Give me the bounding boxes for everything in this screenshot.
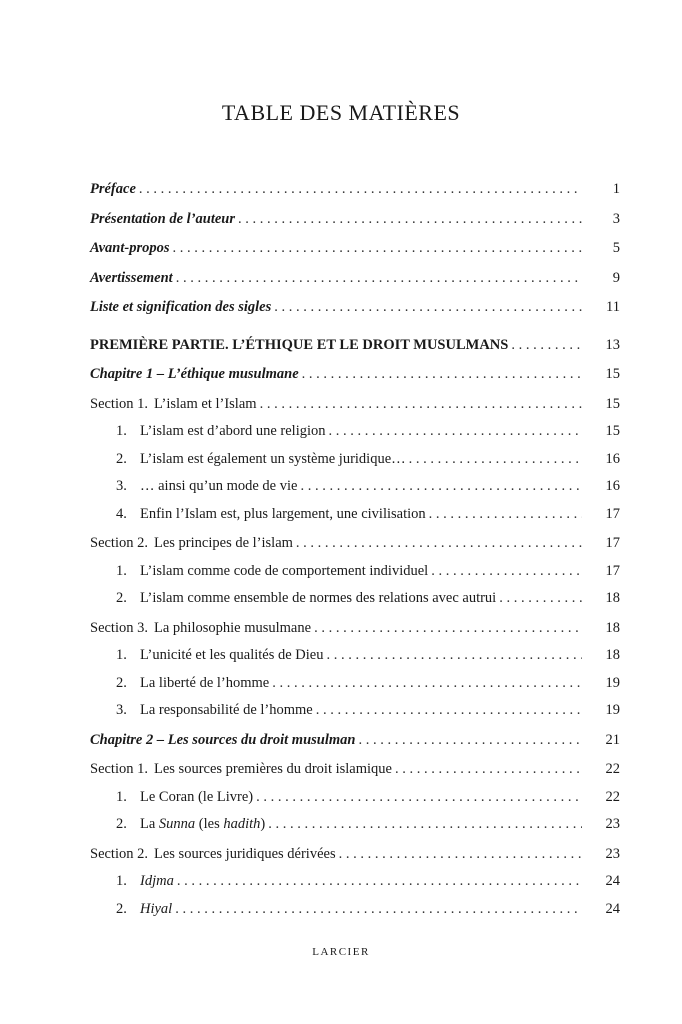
toc-page-number: 22 bbox=[605, 788, 620, 805]
toc-entry-preface[interactable] bbox=[90, 176, 620, 204]
leader-dots bbox=[274, 294, 582, 322]
toc-entry-chapter-1[interactable] bbox=[90, 361, 620, 389]
toc-entry-label: Préface bbox=[90, 181, 136, 197]
toc-entry-label-italic: hadith bbox=[223, 816, 261, 832]
toc-entry-ch2-section-2[interactable] bbox=[90, 841, 620, 869]
toc-entry-label: Avant-propos bbox=[90, 240, 170, 256]
publisher-footer: LARCIER bbox=[312, 946, 370, 958]
toc-section-number: Section 1. bbox=[90, 395, 148, 412]
toc-entry-label-part: (les bbox=[195, 816, 224, 832]
leader-dots bbox=[314, 615, 582, 643]
toc-page-number: 18 bbox=[605, 647, 620, 663]
leader-dots bbox=[173, 235, 583, 263]
toc-item-number: 4. bbox=[116, 505, 127, 522]
toc-entry-label: L’islam est également un système juridique… bbox=[140, 450, 406, 467]
toc-page-number: 11 bbox=[606, 299, 620, 315]
toc-entry-ch1-s2-item-2[interactable] bbox=[90, 585, 620, 613]
leader-dots bbox=[176, 265, 582, 293]
toc-item-number: 1. bbox=[116, 788, 127, 805]
toc-item-number: 1. bbox=[116, 647, 127, 663]
leader-dots bbox=[296, 530, 582, 558]
toc-entry-sigles[interactable] bbox=[90, 294, 620, 322]
leader-dots bbox=[302, 361, 582, 389]
leader-dots bbox=[511, 332, 582, 360]
toc-entry-ch1-s1-item-4[interactable] bbox=[90, 501, 620, 529]
leader-dots bbox=[177, 868, 582, 896]
toc-entry-label: Les principes de l’islam bbox=[154, 535, 293, 551]
toc-entry-label: La responsabilité de l’homme bbox=[140, 702, 313, 718]
toc-entry-ch2-s1-item-2[interactable] bbox=[90, 811, 620, 839]
toc-page-number: 9 bbox=[612, 269, 620, 286]
toc-entry-ch1-s3-item-2[interactable] bbox=[90, 670, 620, 698]
toc-item-number: 2. bbox=[116, 900, 127, 917]
toc-page-number: 15 bbox=[605, 366, 620, 382]
toc-entry-label: … ainsi qu’un mode de vie bbox=[140, 478, 298, 494]
toc-page-number: 15 bbox=[605, 423, 620, 439]
toc-page-number: 16 bbox=[605, 450, 620, 467]
toc-entry-ch1-section-3[interactable] bbox=[90, 615, 620, 643]
toc-entry-label: Présentation de l’auteur bbox=[90, 210, 236, 227]
leader-dots bbox=[260, 391, 582, 419]
leader-dots bbox=[238, 206, 582, 234]
toc-entry-label-part: La bbox=[140, 816, 159, 832]
toc-page-number: 24 bbox=[605, 873, 620, 889]
leader-dots bbox=[431, 558, 582, 586]
toc-entry-part-1[interactable] bbox=[90, 332, 620, 360]
toc-page-number: 1 bbox=[612, 181, 620, 197]
toc-item-number: 1. bbox=[116, 562, 127, 579]
leader-dots bbox=[329, 418, 582, 446]
toc-page-number: 18 bbox=[605, 590, 620, 606]
toc-item-number: 1. bbox=[116, 873, 127, 889]
toc-page-number: 16 bbox=[605, 478, 620, 494]
leader-dots bbox=[409, 446, 582, 474]
toc-entry-avertissement[interactable] bbox=[90, 265, 620, 293]
toc-entry-chapter-2[interactable] bbox=[90, 727, 620, 755]
leader-dots bbox=[358, 727, 582, 755]
toc-entry-label: L’unicité et les qualités de Dieu bbox=[140, 647, 324, 663]
toc-entry-label: L’islam est d’abord une religion bbox=[140, 423, 326, 439]
toc-entry-ch2-section-1[interactable] bbox=[90, 756, 620, 784]
toc-section-number: Section 1. bbox=[90, 761, 148, 777]
toc-entry-label: Le Coran (le Livre) bbox=[140, 788, 254, 805]
toc-page-number: 15 bbox=[605, 395, 620, 412]
toc-entry-label-italic: Sunna bbox=[158, 816, 196, 832]
toc-page-number: 17 bbox=[605, 535, 620, 551]
page-title: TABLE DES MATIÈRES bbox=[221, 100, 461, 125]
toc-entry-label-part: ) bbox=[260, 816, 266, 832]
toc-entry-label: PREMIÈRE PARTIE. L’ÉTHIQUE ET LE DROIT MUSULMANS bbox=[90, 336, 509, 353]
leader-dots bbox=[256, 784, 582, 812]
toc-item-number: 2. bbox=[116, 450, 127, 467]
toc-entry-ch1-s3-item-3[interactable] bbox=[90, 697, 620, 725]
toc-entry-ch1-s3-item-1[interactable] bbox=[90, 642, 620, 670]
toc-section-number: Section 3. bbox=[90, 619, 148, 636]
toc-page-number: 23 bbox=[605, 816, 620, 832]
leader-dots bbox=[272, 670, 582, 698]
toc-entry-label: Idjma bbox=[140, 873, 174, 889]
toc-entry-ch1-section-2[interactable] bbox=[90, 530, 620, 558]
toc-page-number: 18 bbox=[605, 619, 620, 636]
toc-section-number: Section 2. bbox=[90, 845, 148, 862]
toc-entry-ch2-s1-item-1[interactable] bbox=[90, 784, 620, 812]
toc-item-number: 2. bbox=[116, 816, 127, 832]
toc-page-number: 3 bbox=[612, 210, 620, 227]
toc-entry-label: La liberté de l’homme bbox=[140, 674, 270, 691]
toc-section-number: Section 2. bbox=[90, 535, 148, 551]
toc-item-number: 3. bbox=[116, 702, 127, 718]
toc-entry-label: Hiyal bbox=[140, 900, 173, 917]
toc-entry-ch1-s1-item-3[interactable] bbox=[90, 473, 620, 501]
toc-entry-ch1-s2-item-1[interactable] bbox=[90, 558, 620, 586]
leader-dots bbox=[499, 585, 582, 613]
toc-entry-ch2-s2-item-1[interactable] bbox=[90, 868, 620, 896]
toc-page-number: 24 bbox=[605, 900, 620, 917]
leader-dots bbox=[326, 642, 582, 670]
toc-entry-label: L’islam comme ensemble de normes des relations avec autrui bbox=[140, 590, 497, 606]
toc-page-number: 19 bbox=[605, 674, 620, 691]
toc-entry-label: Les sources juridiques dérivées bbox=[154, 845, 336, 862]
toc-item-number: 3. bbox=[116, 478, 127, 494]
toc-page-number: 21 bbox=[605, 731, 620, 748]
leader-dots bbox=[139, 176, 582, 204]
toc-entry-label: Les sources premières du droit islamique bbox=[154, 761, 392, 777]
leader-dots bbox=[429, 501, 582, 529]
toc-entry-label: Chapitre 2 – Les sources du droit musulman bbox=[90, 731, 356, 748]
toc-entry-avant-propos[interactable] bbox=[90, 235, 620, 263]
leader-dots bbox=[395, 756, 582, 784]
leader-dots bbox=[268, 811, 582, 839]
toc-entry-presentation[interactable] bbox=[90, 206, 620, 234]
toc-entry-ch2-s2-item-2[interactable] bbox=[90, 896, 620, 924]
leader-dots bbox=[316, 697, 582, 725]
toc-page-number: 5 bbox=[612, 240, 620, 256]
table-of-contents bbox=[90, 176, 620, 923]
toc-entry-label: Enfin l’Islam est, plus largement, une civilisation bbox=[140, 505, 426, 522]
toc-item-number: 2. bbox=[116, 590, 127, 606]
toc-page-number: 17 bbox=[605, 505, 620, 522]
toc-entry-label: L’islam comme code de comportement individuel bbox=[140, 562, 429, 579]
toc-entry-ch1-s1-item-2[interactable] bbox=[90, 446, 620, 474]
toc-page-number: 13 bbox=[605, 336, 620, 353]
toc-entry-label: Avertissement bbox=[90, 269, 173, 286]
toc-page-number: 22 bbox=[605, 761, 620, 777]
toc-entry-label: Liste et signification des sigles bbox=[90, 299, 272, 315]
toc-entry-ch1-s1-item-1[interactable] bbox=[90, 418, 620, 446]
leader-dots bbox=[300, 473, 582, 501]
toc-page-number: 23 bbox=[605, 845, 620, 862]
toc-item-number: 2. bbox=[116, 674, 127, 691]
toc-entry-ch1-section-1[interactable] bbox=[90, 391, 620, 419]
toc-entry-label: L’islam et l’Islam bbox=[154, 395, 257, 412]
toc-entry-label: Chapitre 1 – L’éthique musulmane bbox=[90, 366, 299, 382]
toc-page-number: 17 bbox=[605, 562, 620, 579]
leader-dots bbox=[175, 896, 582, 924]
leader-dots bbox=[339, 841, 582, 869]
toc-entry-label: La philosophie musulmane bbox=[154, 619, 312, 636]
toc-page-number: 19 bbox=[605, 702, 620, 718]
toc-item-number: 1. bbox=[116, 423, 127, 439]
